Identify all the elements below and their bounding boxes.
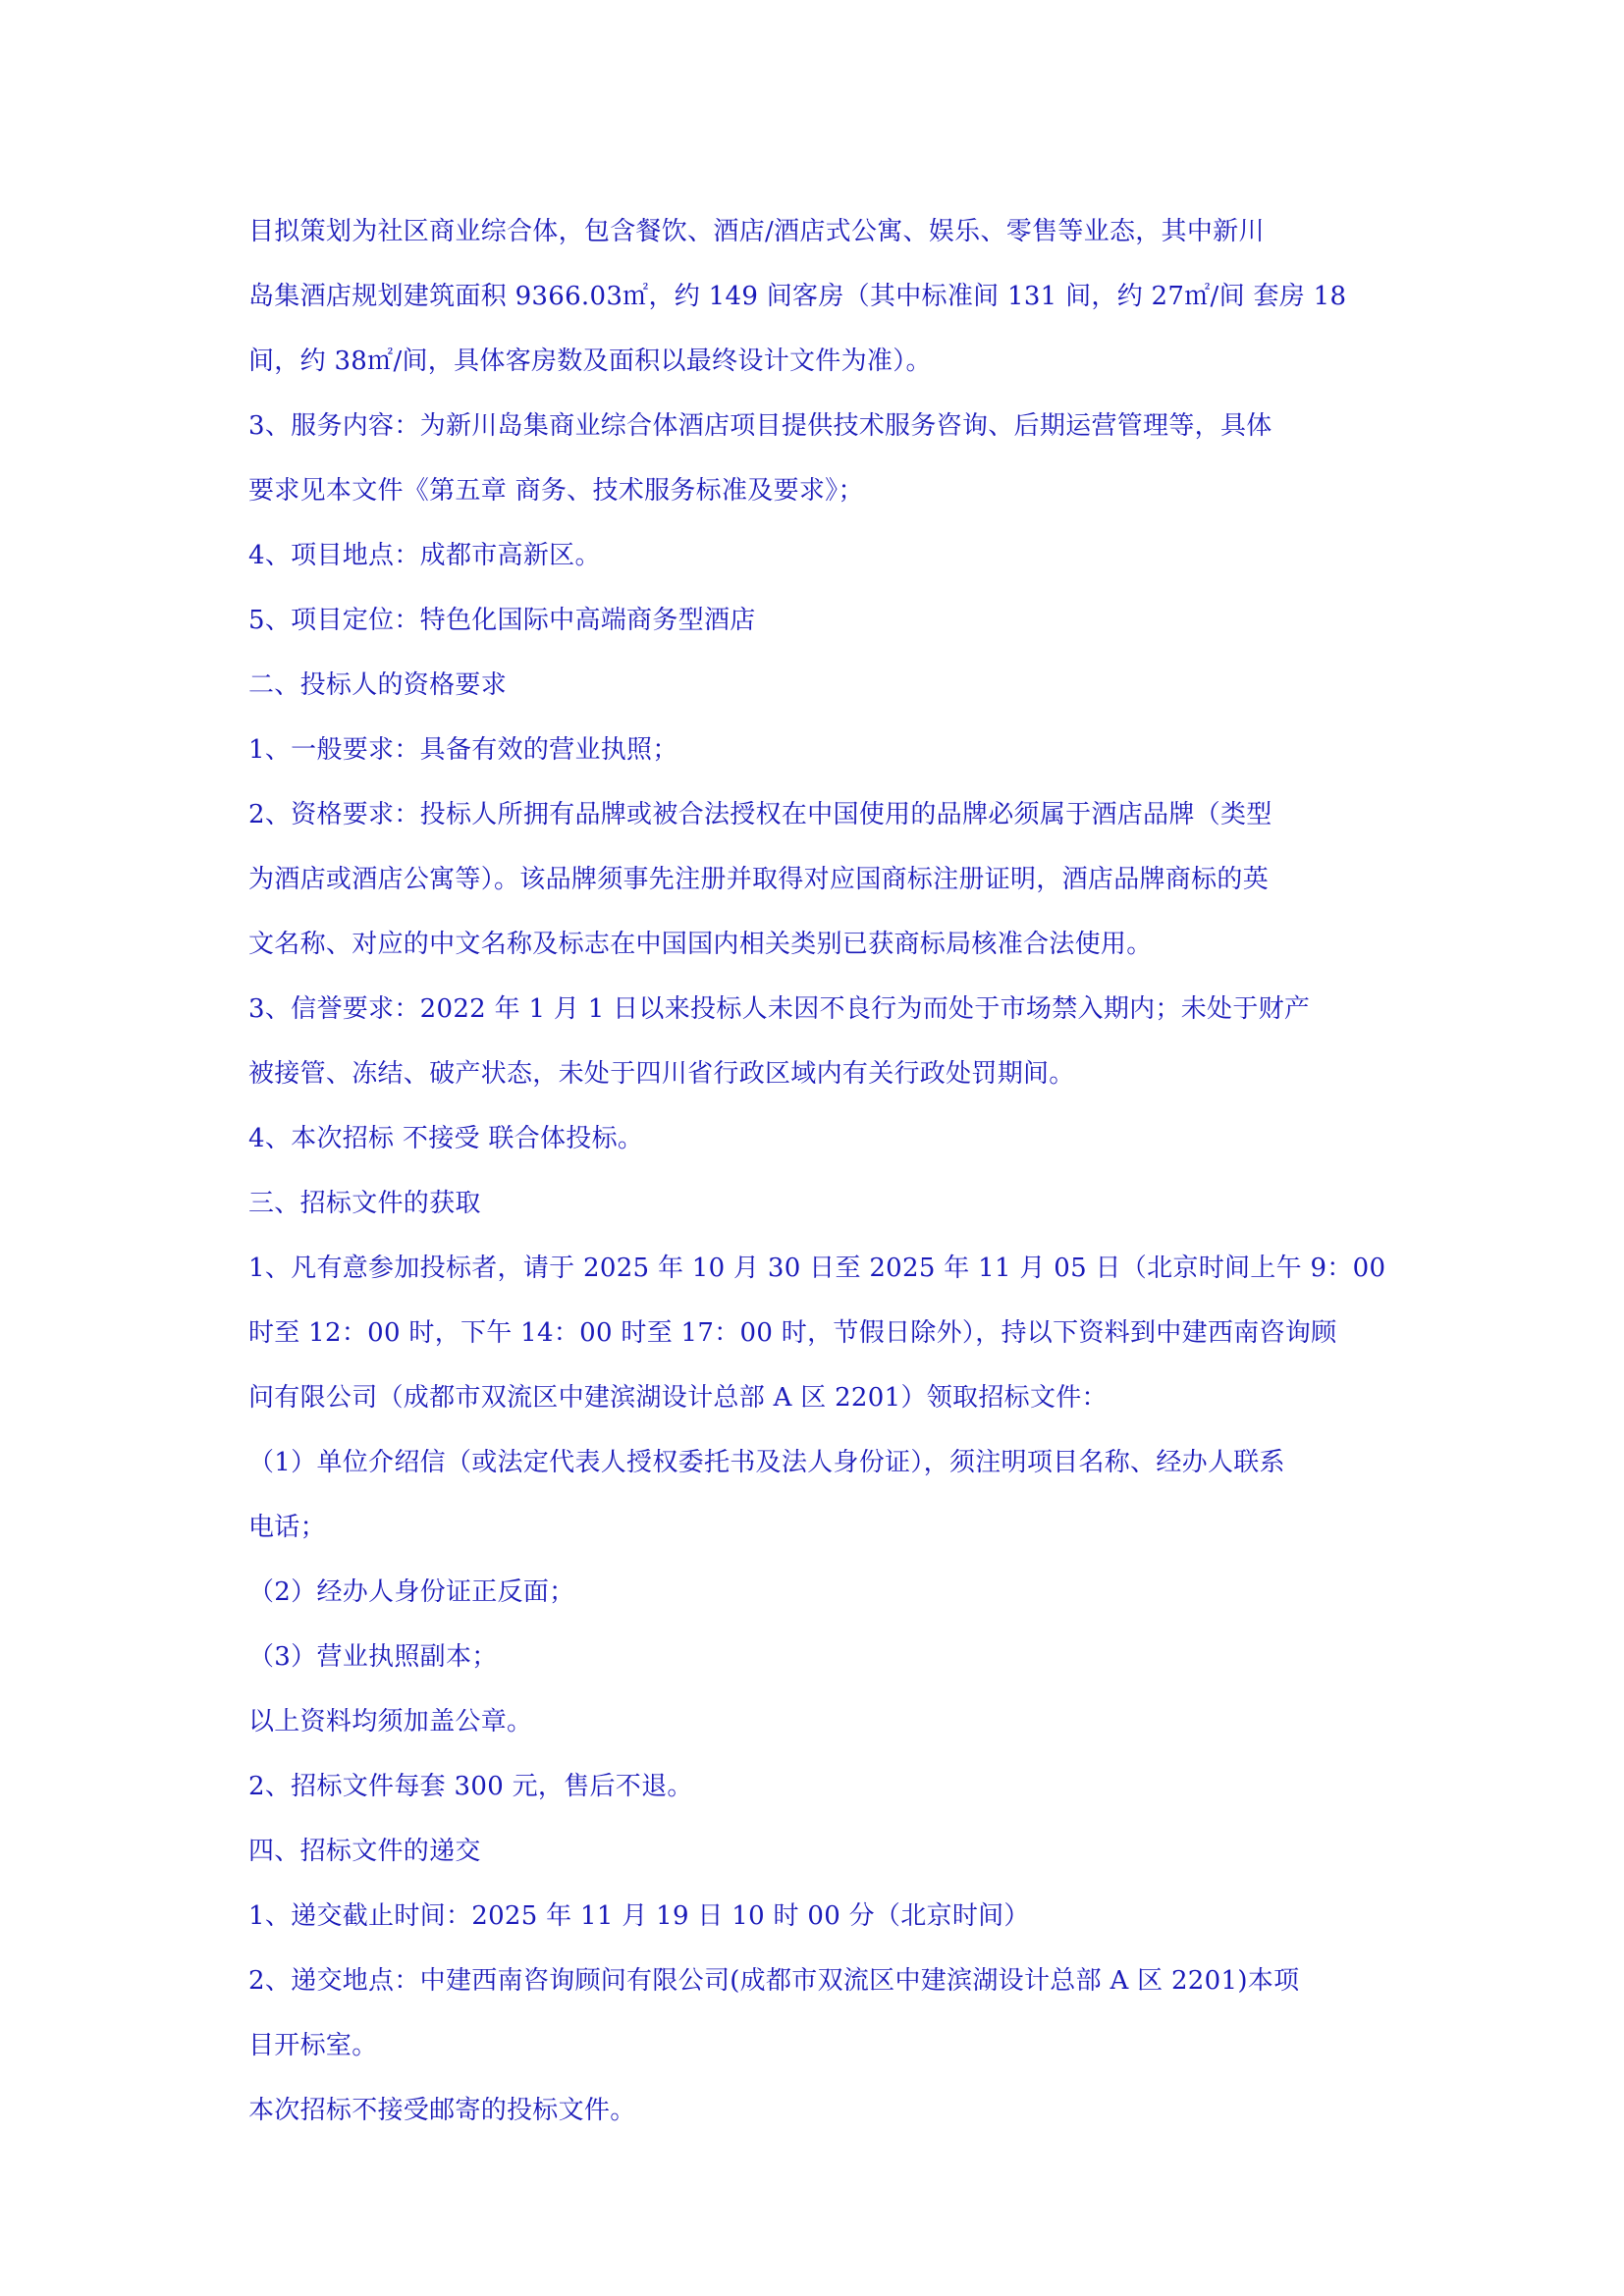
section-heading-obtain-documents: 三、招标文件的获取 (248, 1189, 481, 1218)
required-material-item: 电话； (248, 1513, 326, 1542)
submission-deadline-line: 1、递交截止时间：2025 年 11 月 19 日 10 时 00 分（北京时间） (248, 1901, 1030, 1931)
project-positioning-line: 5、项目定位：特色化国际中高端商务型酒店 (248, 606, 756, 635)
service-content-line: 3、服务内容：为新川岛集商业综合体酒店项目提供技术服务咨询、后期运营管理等，具体 (248, 411, 1272, 441)
required-material-item: （3）营业执照副本； (248, 1642, 498, 1672)
section-heading-qualifications: 二、投标人的资格要求 (248, 670, 508, 700)
project-location-line: 4、项目地点：成都市高新区。 (248, 541, 601, 570)
required-material-item: （1）单位介绍信（或法定代表人授权委托书及法人身份证），须注明项目名称、经办人联系 (248, 1448, 1285, 1477)
obtain-documents-line: 问有限公司（成都市双流区中建滨湖设计总部 A 区 2201）领取招标文件： (248, 1383, 1108, 1413)
seal-note-line: 以上资料均须加盖公章。 (248, 1707, 533, 1736)
submission-location-line: 目开标室。 (248, 2031, 378, 2060)
obtain-documents-line: 1、凡有意参加投标者，请于 2025 年 10 月 30 日至 2025 年 11 月 05 日（北京时间上午 9：00 (248, 1254, 1386, 1283)
obtain-documents-line: 时至 12：00 时，下午 14：00 时至 17：00 时，节假日除外），持以下资料到中建西南咨询顾 (248, 1318, 1337, 1348)
general-requirement-line: 1、一般要求：具备有效的营业执照； (248, 735, 678, 765)
paragraph-line: 目拟策划为社区商业综合体，包含餐饮、酒店/酒店式公寓、娱乐、零售等业态，其中新川 (248, 217, 1265, 246)
service-content-line: 要求见本文件《第五章 商务、技术服务标准及要求》； (248, 476, 864, 506)
required-material-item: （2）经办人身份证正反面； (248, 1577, 575, 1607)
paragraph-line: 间，约 38㎡/间，具体客房数及面积以最终设计文件为准）。 (248, 347, 932, 376)
mail-note-line: 本次招标不接受邮寄的投标文件。 (248, 2096, 636, 2125)
credit-requirement-line: 3、信誉要求：2022 年 1 月 1 日以来投标人未因不良行为而处于市场禁入期内；未处于财产 (248, 994, 1311, 1024)
submission-location-line: 2、递交地点：中建西南咨询顾问有限公司(成都市双流区中建滨湖设计总部 A 区 2201)本项 (248, 1966, 1300, 1996)
document-body (248, 199, 1389, 2143)
consortium-line: 4、本次招标 不接受 联合体投标。 (248, 1124, 644, 1153)
qualification-requirement-line: 为酒店或酒店公寓等）。该品牌须事先注册并取得对应国商标注册证明，酒店品牌商标的英 (248, 865, 1270, 894)
section-heading-submission: 四、招标文件的递交 (248, 1837, 481, 1866)
qualification-requirement-line: 2、资格要求：投标人所拥有品牌或被合法授权在中国使用的品牌必须属于酒店品牌（类型 (248, 800, 1272, 829)
credit-requirement-line: 被接管、冻结、破产状态，未处于四川省行政区域内有关行政处罚期间。 (248, 1059, 1075, 1089)
paragraph-line: 岛集酒店规划建筑面积 9366.03㎡，约 149 间客房（其中标准间 131 间，约 27㎡/间 套房 18 (248, 282, 1347, 311)
qualification-requirement-line: 文名称、对应的中文名称及标志在中国国内相关类别已获商标局核准合法使用。 (248, 930, 1153, 959)
document-fee-line: 2、招标文件每套 300 元，售后不退。 (248, 1772, 693, 1801)
